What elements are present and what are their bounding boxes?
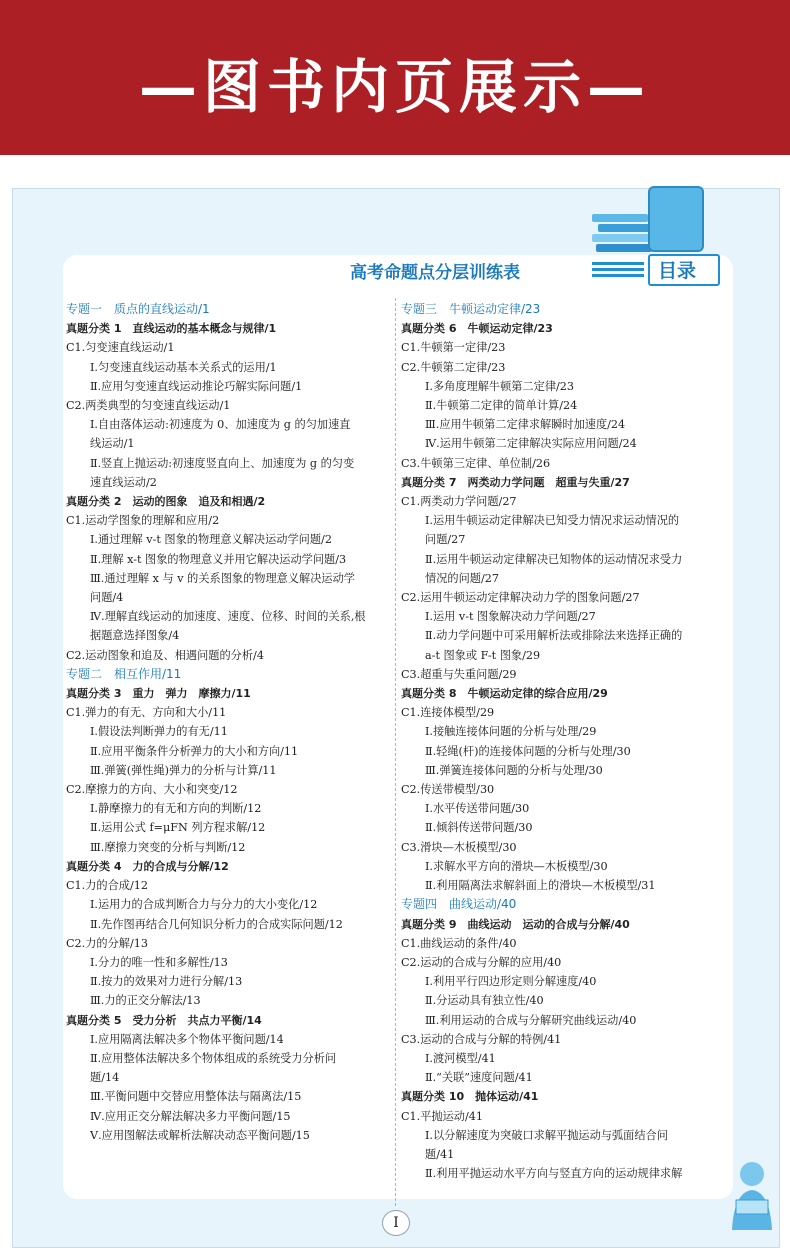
toc-label: 目录 <box>658 260 697 282</box>
toc-subtopic: C2.运动图象和追及、相遇问题的分析/4 <box>66 648 264 662</box>
banner <box>0 0 790 155</box>
toc-category: 真题分类 2 运动的图象 追及和相遇/2 <box>66 495 266 509</box>
toc-item: Ⅰ.运用牛顿运动定律解决已知受力情况求运动情况的 <box>425 514 680 528</box>
toc-item: Ⅰ.水平传送带问题/30 <box>425 802 530 816</box>
toc-section-title: 专题四 曲线运动/40 <box>401 897 517 912</box>
toc-item-continued: 速直线运动/2 <box>90 475 157 489</box>
toc-subtopic: C2.传送带模型/30 <box>401 783 495 797</box>
toc-item: Ⅰ.静摩擦力的有无和方向的判断/12 <box>90 802 262 816</box>
toc-item: Ⅰ.利用平行四边形定则分解速度/40 <box>425 975 597 989</box>
toc-item: Ⅱ.应用平衡条件分析弹力的大小和方向/11 <box>90 744 299 758</box>
toc-category: 真题分类 7 两类动力学问题 超重与失重/27 <box>401 475 630 489</box>
toc-item-continued: a-t 图象或 F-t 图象/29 <box>425 648 541 662</box>
toc-subtopic: C2.牛顿第二定律/23 <box>401 360 506 374</box>
toc-subtopic: C2.力的分解/13 <box>66 936 148 950</box>
toc-subtopic: C3.超重与失重问题/29 <box>401 667 517 681</box>
toc-item: Ⅰ.匀变速直线运动基本关系式的运用/1 <box>90 360 277 374</box>
toc-item: Ⅲ.弹簧(弹性绳)弹力的分析与计算/11 <box>90 763 277 777</box>
toc-subtopic: C1.匀变速直线运动/1 <box>66 341 175 355</box>
toc-item: Ⅳ.运用牛顿第二定律解决实际应用问题/24 <box>425 437 637 451</box>
column-divider <box>395 298 396 1206</box>
toc-section-title: 专题二 相互作用/11 <box>66 666 182 681</box>
toc-item: Ⅱ.牛顿第二定律的简单计算/24 <box>425 399 578 413</box>
toc-category: 真题分类 6 牛顿运动定律/23 <box>401 322 553 336</box>
toc-item: Ⅱ.理解 x-t 图象的物理意义并用它解决运动学问题/3 <box>90 552 347 566</box>
toc-item: Ⅰ.运用力的合成判断合力与分力的大小变化/12 <box>90 898 318 912</box>
toc-item: Ⅰ.求解水平方向的滑块—木板模型/30 <box>425 859 608 873</box>
toc-header-title: 高考命题点分层训练表 <box>350 263 520 283</box>
toc-item: Ⅱ.“关联”速度问题/41 <box>425 1071 533 1085</box>
toc-subtopic: C3.滑块—木板模型/30 <box>401 840 517 854</box>
toc-subtopic: C2.摩擦力的方向、大小和突变/12 <box>66 783 238 797</box>
toc-item-continued: 情况的问题/27 <box>425 571 499 585</box>
toc-item: Ⅱ.应用匀变速直线运动推论巧解实际问题/1 <box>90 379 303 393</box>
toc-category: 真题分类 5 受力分析 共点力平衡/14 <box>66 1013 262 1027</box>
banner-title: —图书内页展示— <box>138 53 651 121</box>
toc-subtopic: C1.平抛运动/41 <box>401 1109 483 1123</box>
toc-item-continued: 题/14 <box>90 1071 120 1085</box>
toc-item: Ⅱ.轻绳(杆)的连接体问题的分析与处理/30 <box>425 744 631 758</box>
toc-item: Ⅲ.力的正交分解法/13 <box>90 994 201 1008</box>
toc-item: Ⅱ.利用平抛运动水平方向与竖直方向的运动规律求解 <box>425 1167 683 1181</box>
toc-subtopic: C1.牛顿第一定律/23 <box>401 341 506 355</box>
toc-item-continued: 问题/27 <box>425 533 466 547</box>
toc-category: 真题分类 3 重力 弹力 摩擦力/11 <box>66 687 251 701</box>
toc-item: Ⅱ.先作图再结合几何知识分析力的合成实际问题/12 <box>90 917 343 931</box>
toc-subtopic: C2.两类典型的匀变速直线运动/1 <box>66 399 231 413</box>
toc-item: Ⅰ.多角度理解牛顿第二定律/23 <box>425 379 575 393</box>
toc-item: Ⅴ.应用图解法或解析法解决动态平衡问题/15 <box>90 1128 310 1142</box>
toc-item: Ⅱ.竖直上抛运动:初速度竖直向上、加速度为 g 的匀变 <box>90 456 355 470</box>
toc-subtopic: C1.弹力的有无、方向和大小/11 <box>66 706 227 720</box>
toc-item: Ⅲ.平衡问题中交替应用整体法与隔离法/15 <box>90 1090 302 1104</box>
toc-subtopic: C1.曲线运动的条件/40 <box>401 936 517 950</box>
book-mascot-icon <box>648 186 704 252</box>
toc-right-column <box>401 300 721 1183</box>
toc-item: Ⅰ.通过理解 v-t 图象的物理意义解决运动学问题/2 <box>90 533 332 547</box>
toc-left-column <box>66 300 386 1145</box>
toc-category: 真题分类 8 牛顿运动定律的综合应用/29 <box>401 687 608 701</box>
toc-item: Ⅰ.接触连接体问题的分析与处理/29 <box>425 725 597 739</box>
toc-section-title: 专题三 牛顿运动定律/23 <box>401 302 541 316</box>
toc-item: Ⅰ.应用隔离法解决多个物体平衡问题/14 <box>90 1032 284 1046</box>
header-stripes <box>592 262 644 278</box>
toc-item-continued: 线运动/1 <box>90 437 135 451</box>
toc-item: Ⅰ.分力的唯一性和多解性/13 <box>90 955 228 969</box>
toc-subtopic: C1.连接体模型/29 <box>401 706 495 720</box>
toc-item-continued: 据题意选择图象/4 <box>90 629 180 643</box>
toc-category: 真题分类 9 曲线运动 运动的合成与分解/40 <box>401 917 630 931</box>
toc-category: 真题分类 10 抛体运动/41 <box>401 1090 539 1104</box>
toc-item: Ⅰ.假设法判断弹力的有无/11 <box>90 725 228 739</box>
toc-item: Ⅰ.渡河模型/41 <box>425 1051 496 1065</box>
toc-item: Ⅲ.弹簧连接体问题的分析与处理/30 <box>425 763 603 777</box>
toc-subtopic: C1.运动学图象的理解和应用/2 <box>66 514 220 528</box>
toc-item: Ⅲ.利用运动的合成与分解研究曲线运动/40 <box>425 1013 637 1027</box>
toc-item: Ⅰ.运用 v-t 图象解决动力学问题/27 <box>425 610 596 624</box>
toc-section-title: 专题一 质点的直线运动/1 <box>66 302 210 316</box>
toc-item: Ⅱ.按力的效果对力进行分解/13 <box>90 975 243 989</box>
toc-item: Ⅱ.倾斜传送带问题/30 <box>425 821 533 835</box>
toc-item: Ⅳ.应用正交分解法解决多力平衡问题/15 <box>90 1109 291 1123</box>
toc-item-continued: 问题/4 <box>90 591 124 605</box>
toc-item: Ⅲ.应用牛顿第二定律求解瞬时加速度/24 <box>425 418 626 432</box>
toc-item: Ⅰ.自由落体运动:初速度为 0、加速度为 g 的匀加速直 <box>90 418 351 432</box>
toc-item-continued: 题/41 <box>425 1147 455 1161</box>
toc-subtopic: C2.运动的合成与分解的应用/40 <box>401 955 562 969</box>
reading-girl-icon <box>722 1152 782 1232</box>
toc-category: 真题分类 1 直线运动的基本概念与规律/1 <box>66 322 277 336</box>
toc-item: Ⅱ.应用整体法解决多个物体组成的系统受力分析问 <box>90 1051 337 1065</box>
toc-item: Ⅲ.摩擦力突变的分析与判断/12 <box>90 840 246 854</box>
toc-item: Ⅳ.理解直线运动的加速度、速度、位移、时间的关系,根 <box>90 610 366 624</box>
toc-item: Ⅰ.以分解速度为突破口求解平抛运动与弧面结合问 <box>425 1128 668 1142</box>
toc-item: Ⅱ.利用隔离法求解斜面上的滑块—木板模型/31 <box>425 879 656 893</box>
toc-item: Ⅱ.分运动具有独立性/40 <box>425 994 544 1008</box>
toc-subtopic: C3.牛顿第三定律、单位制/26 <box>401 456 551 470</box>
toc-item: Ⅱ.动力学问题中可采用解析法或排除法来选择正确的 <box>425 629 683 643</box>
toc-category: 真题分类 4 力的合成与分解/12 <box>66 859 229 873</box>
toc-subtopic: C1.两类动力学问题/27 <box>401 495 517 509</box>
page-number: Ⅰ <box>382 1210 410 1236</box>
toc-subtopic: C1.力的合成/12 <box>66 879 148 893</box>
toc-subtopic: C2.运用牛顿运动定律解决动力学的图象问题/27 <box>401 591 640 605</box>
toc-item: Ⅱ.运用牛顿运动定律解决已知物体的运动情况求受力 <box>425 552 683 566</box>
toc-item: Ⅱ.运用公式 f=μFN 列方程求解/12 <box>90 821 266 835</box>
toc-item: Ⅲ.通过理解 x 与 v 的关系图象的物理意义解决运动学 <box>90 571 355 585</box>
toc-subtopic: C3.运动的合成与分解的特例/41 <box>401 1032 562 1046</box>
